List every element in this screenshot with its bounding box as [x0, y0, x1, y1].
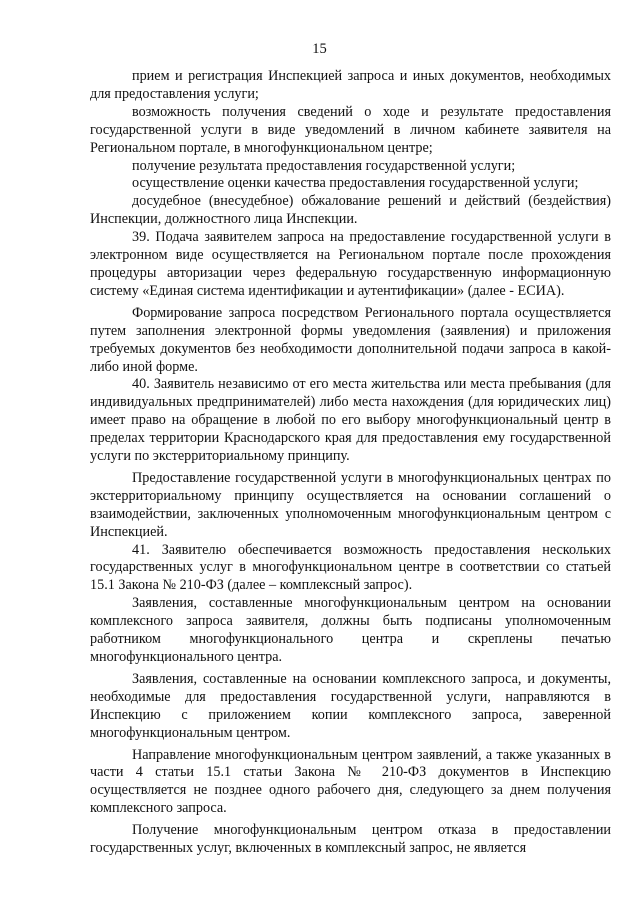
paragraph: прием и регистрация Инспекцией запроса и иных документов, необходимых для предоставления услуги;: [90, 68, 611, 102]
paragraph: досудебное (внесудебное) обжалование решений и действий (бездействия) Инспекции, должностного лица Инспекции.: [90, 193, 611, 228]
document-body: [90, 68, 611, 858]
paragraph-item-39: 39. Подача заявителем запроса на предоставление государственной услуги в электронном виде осуществляется на Региональном портале после прохождения процедуры авторизации через федеральную государственную информационную систему «Единая система идентификации и аутентификации» (далее - ЕСИА).: [90, 229, 611, 299]
page-number: 15: [312, 41, 327, 57]
paragraph: Направление многофункциональным центром заявлений, а также указанных в части 4 статьи 15.1 статьи Закона № 210-ФЗ документов в Инспекцию осуществляется не позднее одного рабочего дня, следующего за днем получения комплексного запроса.: [90, 746, 611, 817]
paragraph: Предоставление государственной услуги в многофункциональных центрах по экстерриториальному принципу осуществляется на основании соглашений о взаимодействии, заключенных уполномоченным многофункциональным центром с Инспекцией.: [90, 469, 611, 540]
paragraph-item-41: 41. Заявителю обеспечивается возможность предоставления нескольких государственных услуг в многофункциональном центре в соответствии со статьей 15.1 Закона № 210-ФЗ (далее – комплексный запрос).: [90, 541, 611, 594]
paragraph: получение результата предоставления государственной услуги;: [132, 157, 516, 174]
paragraph-item-40: 40. Заявитель независимо от его места жительства или места пребывания (для индивидуальных предпринимателей) либо места нахождения (для юридических лиц) имеет право на обращение в любой по его выбору многофункциональный центр в пределах территории Краснодарского края для предоставления ему государственной услуги по экстерриториальному принципу.: [90, 376, 611, 465]
paragraph: Получение многофункциональным центром отказа в предоставлении государственных услуг, включенных в комплексный запрос, не является: [90, 822, 611, 857]
paragraph: Заявления, составленные многофункциональным центром на основании комплексного запроса заявителя, должны быть подписаны уполномоченным работником многофункционального центра и скреплены печатью многофункционального центра.: [90, 595, 611, 665]
paragraph: Заявления, составленные на основании комплексного запроса, и документы, необходимые для предоставления государственной услуги, направляются в Инспекцию с приложением копии комплексного запроса, заверенной многофункциональным центром.: [90, 670, 611, 741]
paragraph: Формирование запроса посредством Регионального портала осуществляется путем заполнения электронной формы уведомления (заявления) и приложения требуемых документов без необходимости дополнительной подачи запроса в какой-либо иной форме.: [90, 304, 611, 375]
paragraph: возможность получения сведений о ходе и результате предоставления государственной услуги в виде уведомлений в личном кабинете заявителя на Региональном портале, в многофункциональном центре;: [90, 103, 611, 156]
paragraph: осуществление оценки качества предоставления государственной услуги;: [132, 175, 579, 192]
